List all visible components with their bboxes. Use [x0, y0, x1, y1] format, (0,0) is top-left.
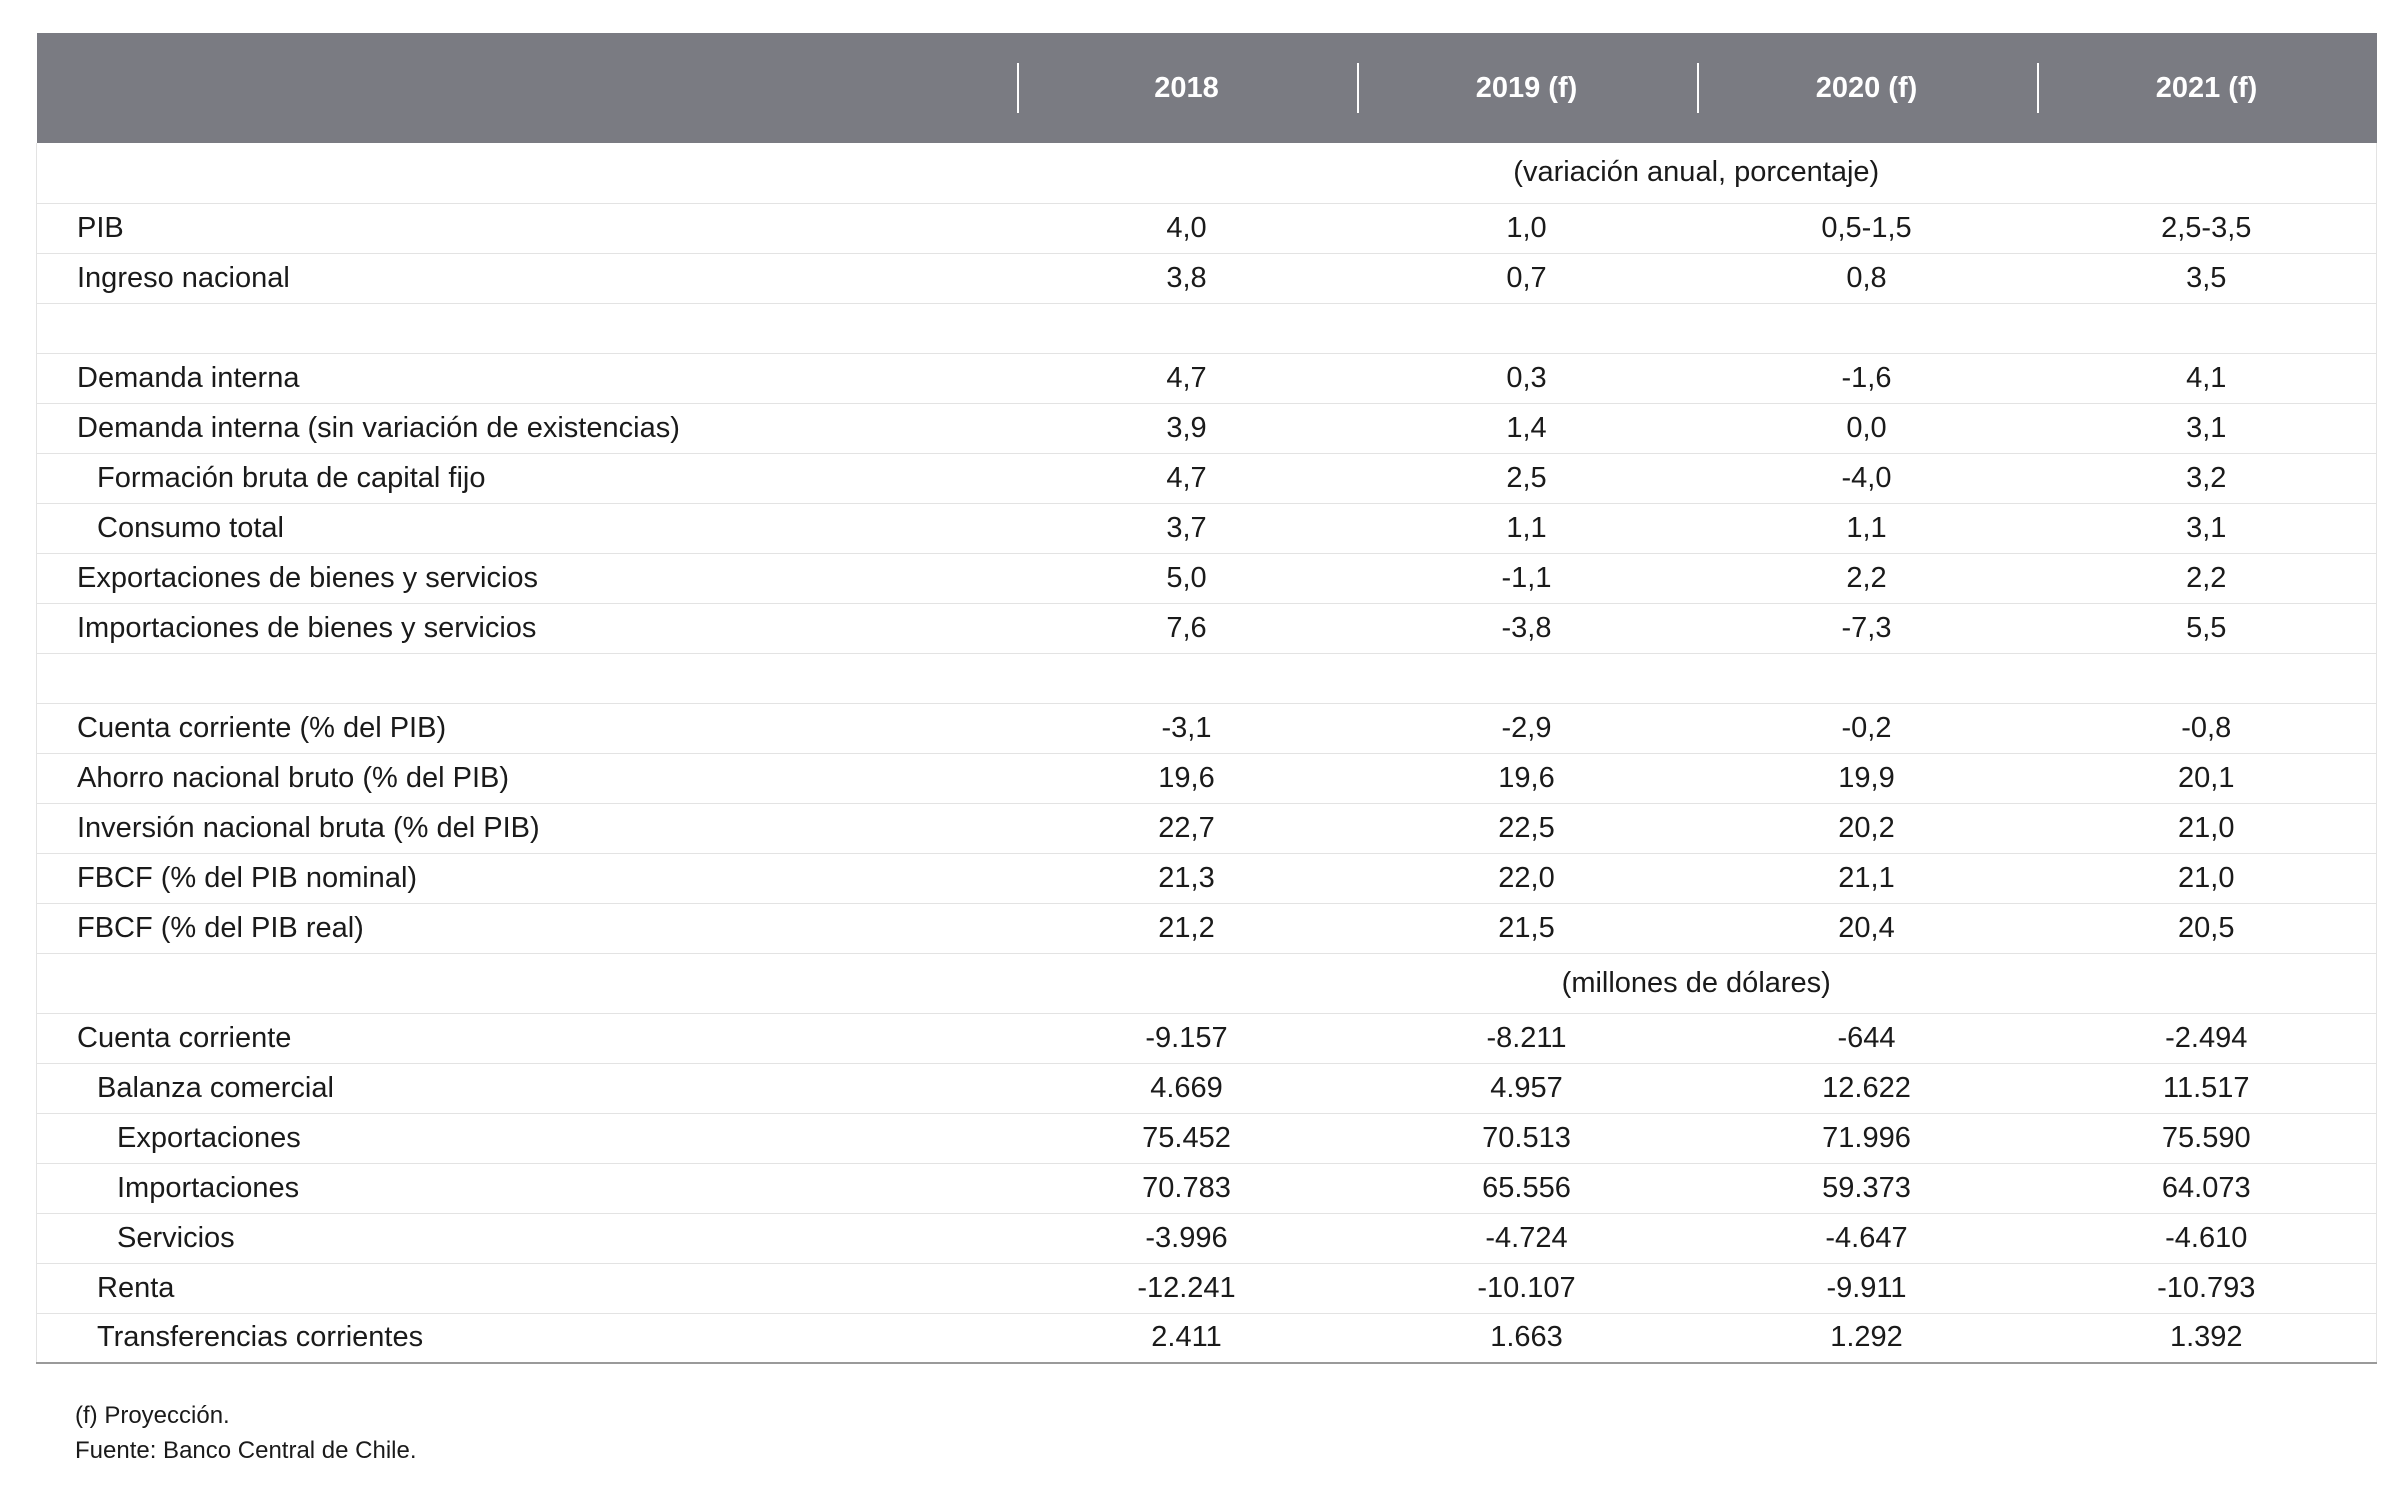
header-year-2019: 2019 (f)	[1357, 33, 1697, 143]
row-label: Inversión nacional bruta (% del PIB)	[37, 803, 1017, 853]
value-cell-2019: 0,7	[1506, 261, 1547, 294]
empty-cell	[2037, 653, 2377, 703]
empty-cell	[1017, 303, 1357, 353]
value-cell-2021: 2,5-3,5	[2037, 203, 2377, 253]
value-cell-2020: -0,2	[1841, 711, 1892, 744]
empty-cell	[2037, 303, 2377, 353]
table-row	[37, 1063, 2377, 1113]
value-cell-2018: -3,1	[1161, 711, 1212, 744]
value-cell-2018: 4,7	[1166, 461, 1207, 494]
value-cell-2020: 2,2	[1846, 561, 1887, 594]
value-cell-2018: 4.669	[1150, 1071, 1223, 1104]
value-cell-2020: 59.373	[1822, 1171, 1911, 1204]
empty-cell	[1357, 653, 1697, 703]
row-label: Transferencias corrientes	[37, 1313, 1017, 1363]
value-cell-2020: -1,6	[1841, 361, 1892, 394]
value-cell-2020: -9.911	[1826, 1271, 1907, 1304]
value-cell-2021: 21,0	[2037, 803, 2377, 853]
table-row	[37, 353, 2377, 403]
table-row	[37, 753, 2377, 803]
value-cell-2018: 2.411	[1151, 1321, 1222, 1354]
value-cell-2019: 70.513	[1482, 1121, 1571, 1154]
value-cell-2019: 22,0	[1498, 861, 1555, 894]
table-row	[37, 703, 2377, 753]
row-label: Cuenta corriente (% del PIB)	[37, 703, 1017, 753]
spacer-row	[37, 303, 2377, 353]
empty-cell	[1697, 653, 2037, 703]
table-row	[37, 1113, 2377, 1163]
value-cell-2018: 22,7	[1158, 811, 1215, 844]
value-cell-2020: -4.647	[1825, 1221, 1908, 1254]
value-cell-2020: 20,4	[1838, 911, 1895, 944]
value-cell-2019: -3,8	[1501, 611, 1552, 644]
table-row	[37, 253, 2377, 303]
value-cell-2018: -9.157	[1145, 1021, 1228, 1054]
row-label: Cuenta corriente	[37, 1013, 1017, 1063]
value-cell-2018: 3,9	[1166, 411, 1207, 444]
value-cell-2020: 0,0	[1846, 411, 1887, 444]
value-cell-2020: -644	[1837, 1021, 1896, 1054]
row-label: PIB	[37, 203, 1017, 253]
row-label: Importaciones de bienes y servicios	[37, 603, 1017, 653]
table-row	[37, 853, 2377, 903]
value-cell-2021: 21,0	[2037, 853, 2377, 903]
value-cell-2021: 5,5	[2037, 603, 2377, 653]
value-cell-2019: -1,1	[1501, 561, 1552, 594]
unit-row	[37, 143, 2377, 203]
value-cell-2021: -10.793	[2037, 1263, 2377, 1313]
value-cell-2019: 22,5	[1498, 811, 1555, 844]
value-cell-2018: -3.996	[1145, 1221, 1228, 1254]
value-cell-2020: 12.622	[1822, 1071, 1911, 1104]
value-cell-2021: -4.610	[2037, 1213, 2377, 1263]
unit-row	[37, 953, 2377, 1013]
row-label: Renta	[37, 1263, 1017, 1313]
value-cell-2019: 21,5	[1498, 911, 1555, 944]
value-cell-2018: 21,3	[1158, 861, 1215, 894]
value-cell-2020: 19,9	[1838, 761, 1895, 794]
row-label: Balanza comercial	[37, 1063, 1017, 1113]
value-cell-2021: 4,1	[2037, 353, 2377, 403]
value-cell-2018: 4,7	[1166, 361, 1207, 394]
table-row	[37, 1213, 2377, 1263]
header-year-2018: 2018	[1017, 33, 1357, 143]
table-row	[37, 553, 2377, 603]
value-cell-2020: 1.292	[1830, 1321, 1903, 1354]
value-cell-2018: 3,8	[1166, 261, 1207, 294]
table-row	[37, 1163, 2377, 1213]
value-cell-2020: 20,2	[1838, 811, 1895, 844]
table-notes	[75, 1398, 417, 1468]
value-cell-2021: 64.073	[2037, 1163, 2377, 1213]
header-row	[37, 33, 2377, 143]
value-cell-2019: 0,3	[1506, 361, 1547, 394]
value-cell-2021: 20,1	[2037, 753, 2377, 803]
table-row	[37, 603, 2377, 653]
value-cell-2021: 3,1	[2037, 503, 2377, 553]
value-cell-2020: 0,5-1,5	[1821, 211, 1912, 244]
row-label: Demanda interna (sin variación de existencias)	[37, 403, 1017, 453]
row-label: FBCF (% del PIB real)	[37, 903, 1017, 953]
empty-cell	[1357, 303, 1697, 353]
value-cell-2018: 70.783	[1142, 1171, 1231, 1204]
empty-cell	[1697, 303, 2037, 353]
value-cell-2018: 4,0	[1166, 211, 1207, 244]
value-cell-2019: -8.211	[1486, 1021, 1567, 1054]
value-cell-2019: 1,4	[1506, 411, 1547, 444]
row-label: Demanda interna	[37, 353, 1017, 403]
value-cell-2021: 75.590	[2037, 1113, 2377, 1163]
value-cell-2019: -2,9	[1501, 711, 1552, 744]
table-row	[37, 1013, 2377, 1063]
row-label: Formación bruta de capital fijo	[37, 453, 1017, 503]
value-cell-2019: 19,6	[1498, 761, 1555, 794]
value-cell-2021: 1.392	[2037, 1313, 2377, 1363]
value-cell-2019: 1.663	[1490, 1321, 1563, 1354]
forecast-note: (f) Proyección.	[75, 1402, 230, 1429]
value-cell-2019: -10.107	[1477, 1271, 1576, 1304]
unit-label: (variación anual, porcentaje)	[1017, 143, 2377, 203]
value-cell-2018: 21,2	[1158, 911, 1215, 944]
value-cell-2018: 75.452	[1142, 1121, 1231, 1154]
value-cell-2019: -4.724	[1485, 1221, 1568, 1254]
header-year-2020: 2020 (f)	[1697, 33, 2037, 143]
table-body	[37, 143, 2377, 1363]
value-cell-2020: 1,1	[1846, 511, 1887, 544]
row-label: Servicios	[37, 1213, 1017, 1263]
value-cell-2018: 5,0	[1166, 561, 1207, 594]
table-header	[37, 33, 2377, 143]
empty-cell	[37, 653, 1017, 703]
source-note: Fuente: Banco Central de Chile.	[75, 1437, 417, 1464]
empty-cell	[37, 953, 1017, 1013]
value-cell-2021: 2,2	[2037, 553, 2377, 603]
table-row	[37, 903, 2377, 953]
value-cell-2021: 3,5	[2037, 253, 2377, 303]
value-cell-2018: 3,7	[1166, 511, 1207, 544]
table-row	[37, 803, 2377, 853]
row-label: Consumo total	[37, 503, 1017, 553]
value-cell-2021: -0,8	[2037, 703, 2377, 753]
value-cell-2019: 4.957	[1490, 1071, 1563, 1104]
value-cell-2019: 65.556	[1482, 1171, 1571, 1204]
row-label: Importaciones	[37, 1163, 1017, 1213]
table-row	[37, 503, 2377, 553]
value-cell-2020: 0,8	[1846, 261, 1887, 294]
table-row	[37, 1263, 2377, 1313]
table-row	[37, 403, 2377, 453]
row-label: Exportaciones de bienes y servicios	[37, 553, 1017, 603]
empty-cell	[1017, 653, 1357, 703]
value-cell-2018: -12.241	[1137, 1271, 1236, 1304]
value-cell-2020: -4,0	[1841, 461, 1892, 494]
value-cell-2021: 20,5	[2037, 903, 2377, 953]
table-row	[37, 1313, 2377, 1363]
value-cell-2019: 2,5	[1506, 461, 1547, 494]
value-cell-2021: 3,1	[2037, 403, 2377, 453]
header-year-2021: 2021 (f)	[2037, 33, 2377, 143]
value-cell-2020: 71.996	[1822, 1121, 1911, 1154]
row-label: Ahorro nacional bruto (% del PIB)	[37, 753, 1017, 803]
value-cell-2019: 1,0	[1506, 211, 1547, 244]
row-label: Ingreso nacional	[37, 253, 1017, 303]
empty-cell	[37, 143, 1017, 203]
value-cell-2018: 19,6	[1158, 761, 1215, 794]
spacer-row	[37, 653, 2377, 703]
value-cell-2021: 3,2	[2037, 453, 2377, 503]
unit-label: (millones de dólares)	[1017, 953, 2377, 1013]
value-cell-2020: -7,3	[1841, 611, 1892, 644]
header-label-column	[37, 33, 1017, 143]
row-label: FBCF (% del PIB nominal)	[37, 853, 1017, 903]
value-cell-2021: -2.494	[2037, 1013, 2377, 1063]
value-cell-2021: 11.517	[2037, 1063, 2377, 1113]
value-cell-2020: 21,1	[1838, 861, 1895, 894]
table-row	[37, 203, 2377, 253]
empty-cell	[37, 303, 1017, 353]
table-row	[37, 453, 2377, 503]
value-cell-2019: 1,1	[1506, 511, 1547, 544]
value-cell-2018: 7,6	[1166, 611, 1207, 644]
row-label: Exportaciones	[37, 1113, 1017, 1163]
macro-table	[36, 33, 2377, 1364]
